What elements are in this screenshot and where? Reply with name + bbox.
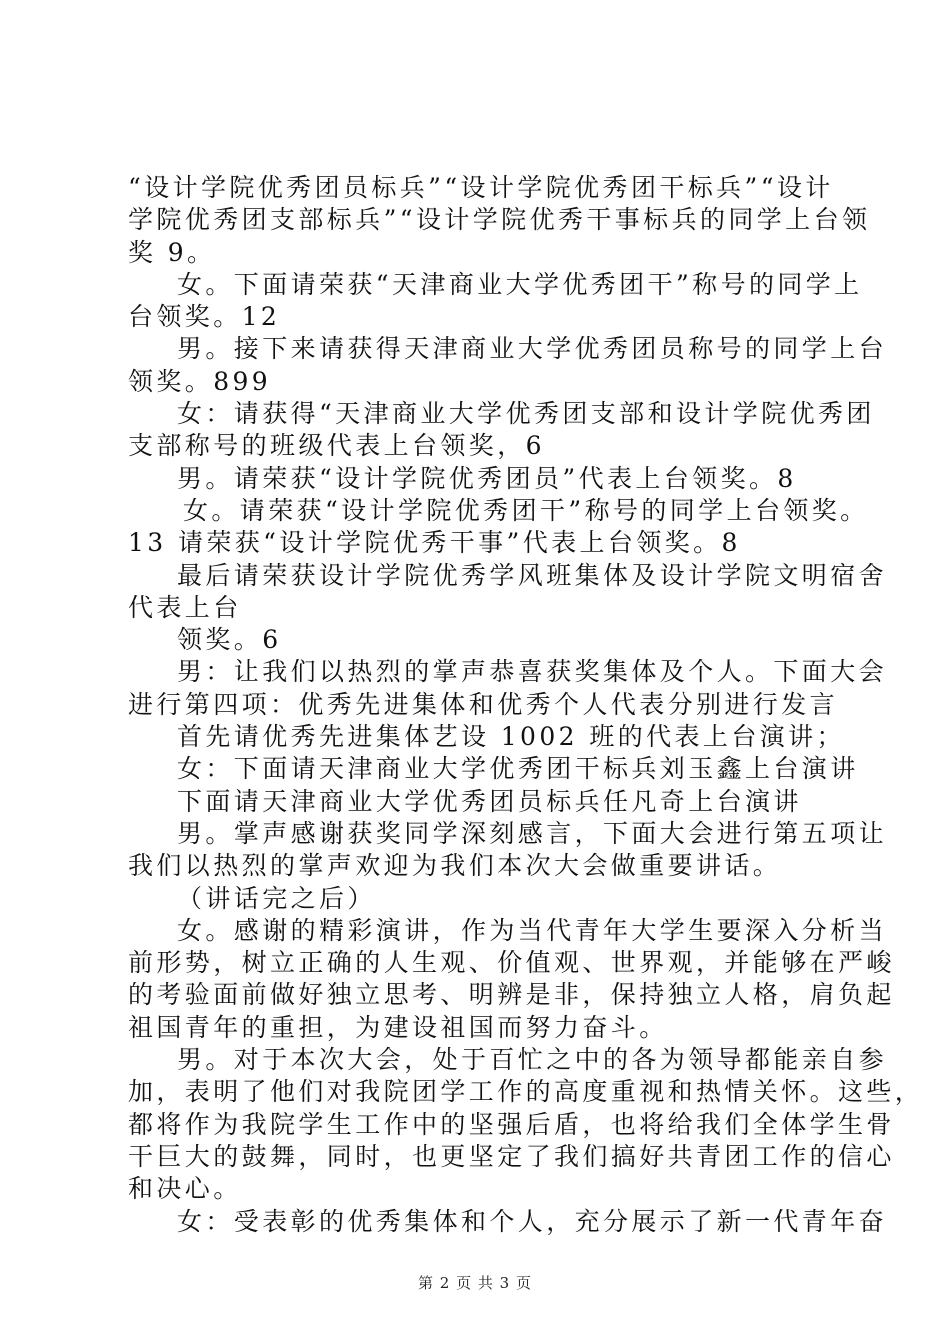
text-line: 进行第四项：优秀先进集体和优秀个人代表分别进行发言 [128,689,839,719]
text-line: 祖国青年的重担，为建设祖国而努力奋斗。 [128,1012,668,1042]
text-line: 女。感谢的精彩演讲，作为当代青年大学生要深入分析当 [177,915,888,945]
text-line: 代表上台 [128,592,242,622]
document-body [128,172,924,1238]
text-line: 前形势，树立正确的人生观、价值观、世界观，并能够在严峻 [128,948,895,978]
text-line: 台领奖。12 [128,302,281,332]
text-line: 男。接下来请获得天津商业大学优秀团员称号的同学上台 [177,334,888,364]
text-line: 干巨大的鼓舞，同时，也更坚定了我们搞好共青团工作的信心 [128,1141,895,1171]
text-line: （讲话完之后） [177,883,376,913]
text-line: 首先请优秀先进集体艺设 1002 班的代表上台演讲； [177,722,845,752]
text-line: 都将作为我院学生工作中的坚强后盾，也将给我们全体学生骨 [128,1109,895,1139]
text-line: 下面请天津商业大学优秀团员标兵任凡奇上台演讲 [177,786,802,816]
text-line: 和决心。 [128,1174,242,1204]
text-line: 最后请荣获设计学院优秀学风班集体及设计学院文明宿舍 [177,560,888,590]
text-line: 女：下面请天津商业大学优秀团干标兵刘玉鑫上台演讲 [177,754,859,784]
text-line: 我们以热烈的掌声欢迎为我们本次大会做重要讲话。 [128,851,782,881]
text-line: 女：请获得“天津商业大学优秀团支部和设计学院优秀团 [177,399,875,429]
text-line: 女：受表彰的优秀集体和个人，充分展示了新一代青年奋 [177,1206,888,1236]
text-line: 支部称号的班级代表上台领奖，6 [128,431,545,461]
text-line: 的考验面前做好独立思考、明辨是非，保持独立人格，肩负起 [128,980,895,1010]
page-number-footer: 第 2 页 共 3 页 [418,1274,532,1292]
text-line: 男。请荣获“设计学院优秀团员”代表上台领奖。8 [177,463,797,493]
text-line: 领奖。6 [177,625,282,655]
text-line: 学院优秀团支部标兵”“设计学院优秀干事标兵的同学上台领 [128,205,871,235]
text-line: 男。掌声感谢获奖同学深刻感言，下面大会进行第五项让 [177,818,888,848]
text-line: 男：让我们以热烈的掌声恭喜获奖集体及个人。下面大会 [177,657,888,687]
text-line: 13 请荣获“设计学院优秀干事”代表上台领奖。8 [128,528,741,558]
text-line: 领奖。899 [128,366,272,396]
text-line: 男。对于本次大会，处于百忙之中的各为领导都能亲自参 [177,1045,888,1075]
text-line: 加，表明了他们对我院团学工作的高度重视和热情关怀。这些， [128,1077,924,1107]
text-line: 女。下面请荣获“天津商业大学优秀团干”称号的同学上 [177,269,863,299]
text-line: “设计学院优秀团员标兵”“设计学院优秀团干标兵”“设计 [128,173,834,202]
text-line: 奖 9。 [128,237,216,267]
text-line: 女。请荣获“设计学院优秀团干”称号的同学上台领奖。 [183,495,869,525]
